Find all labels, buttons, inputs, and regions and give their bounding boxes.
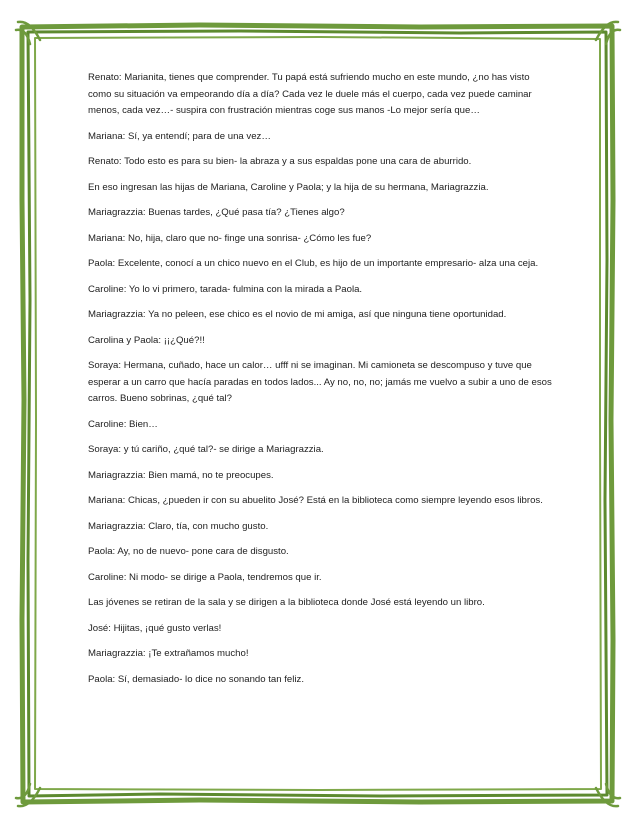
paragraph: Mariagrazzia: Claro, tía, con mucho gusto. xyxy=(88,520,269,532)
paragraph: Paola: Sí, demasiado- lo dice no sonando tan feliz. xyxy=(88,673,304,685)
paragraph: Mariagrazzia: Bien mamá, no te preocupes. xyxy=(88,469,274,481)
paragraph: Soraya: Hermana, cuñado, hace un calor… ufff ni se imaginan. Mi camioneta se descompuso y tuve que esperar a un carro que hacía paradas en todos lados... Ay no, no, no; jamás me vuelvo a subir a uno de esos carros. Bueno sobrinas, ¿qué tal? xyxy=(88,360,552,404)
paragraph: Soraya: y tú cariño, ¿qué tal?- se dirige a Mariagrazzia. xyxy=(88,444,324,455)
paragraph: En eso ingresan las hijas de Mariana, Caroline y Paola; y la hija de su hermana, Mariagrazzia. xyxy=(88,181,489,193)
paragraph: Paola: Excelente, conocí a un chico nuevo en el Club, es hijo de un importante empresario- alza una ceja. xyxy=(88,258,539,269)
paragraph: Renato: Todo esto es para su bien- la abraza y a sus espaldas pone una cara de aburrido. xyxy=(88,156,472,167)
paragraph: Mariana: Sí, ya entendí; para de una vez… xyxy=(88,130,271,142)
paragraph: José: Hijitas, ¡qué gusto verlas! xyxy=(88,622,222,634)
paragraph: Mariagrazzia: Ya no peleen, ese chico es el novio de mi amiga, así que ninguna tiene oportunidad. xyxy=(88,309,507,320)
document-body xyxy=(88,70,554,697)
paragraph: Caroline: Yo lo vi primero, tarada- fulmina con la mirada a Paola. xyxy=(88,283,363,295)
paragraph: Mariagrazzia: ¡Te extrañamos mucho! xyxy=(88,648,249,659)
paragraph: Caroline: Bien… xyxy=(88,418,158,430)
paragraph: Caroline: Ni modo- se dirige a Paola, tendremos que ir. xyxy=(88,571,322,583)
paragraph: Mariagrazzia: Buenas tardes, ¿Qué pasa tía? ¿Tienes algo? xyxy=(88,207,345,218)
paragraph: Renato: Marianita, tienes que comprender. Tu papá está sufriendo mucho en este mundo, ¿no has visto como su situación va empeorando día a día? Cada vez le duele más el cuerpo, cada vez puede caminar menos, cada vez…- suspira con frustración mientras coge sus manos -Lo mejor sería que… xyxy=(88,72,532,116)
paragraph: Mariana: Chicas, ¿pueden ir con su abuelito José? Está en la biblioteca como siempre leyendo esos libros. xyxy=(88,495,543,506)
paragraph: Mariana: No, hija, claro que no- finge una sonrisa- ¿Cómo les fue? xyxy=(88,232,372,244)
paragraph: Las jóvenes se retiran de la sala y se dirigen a la biblioteca donde José está leyendo un libro. xyxy=(88,597,485,608)
paragraph: Carolina y Paola: ¡¡¿Qué?!! xyxy=(88,334,205,346)
paragraph: Paola: Ay, no de nuevo- pone cara de disgusto. xyxy=(88,546,289,557)
